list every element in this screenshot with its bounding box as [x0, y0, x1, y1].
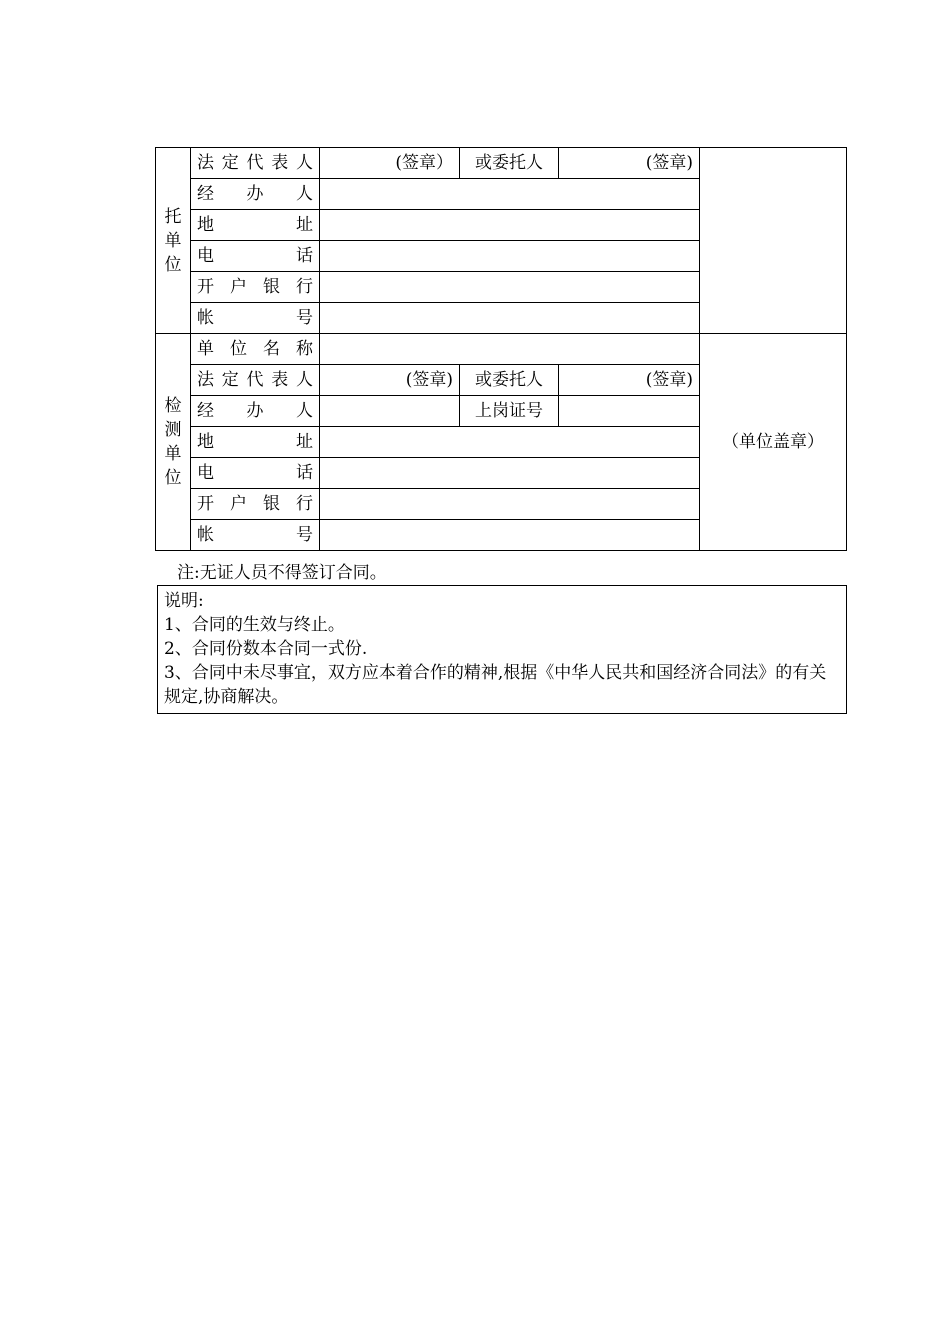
testing-stamp-area[interactable]: （单位盖章） — [700, 334, 847, 551]
testing-name-row — [156, 334, 847, 365]
testing-account-label: 帐号 — [191, 520, 320, 551]
explanation-box — [157, 585, 847, 714]
client-address-label: 地址 — [191, 210, 320, 241]
explanation-item: 1、合同的生效与终止。 — [164, 615, 345, 635]
client-bank-label: 开户银行 — [191, 272, 320, 303]
testing-bank-label: 开户银行 — [191, 489, 320, 520]
testing-handler-field[interactable] — [320, 396, 460, 427]
contract-signature-table — [155, 147, 847, 551]
testing-name-label: 单位名称 — [191, 334, 320, 365]
client-unit-side-label: 托单位 — [156, 148, 191, 334]
testing-phone-field[interactable] — [320, 458, 700, 489]
client-legal-rep-row — [156, 148, 847, 179]
testing-bank-field[interactable] — [320, 489, 700, 520]
testing-legal-rep-label: 法定代表人 — [191, 365, 320, 396]
client-handler-field[interactable] — [320, 179, 700, 210]
client-agent-label: 或委托人 — [460, 148, 559, 179]
testing-unit-side-label: 检测单位 — [156, 334, 191, 551]
testing-legal-rep-seal-field[interactable]: (签章) — [320, 365, 460, 396]
explanation-heading: 说明: — [164, 591, 204, 611]
testing-name-field[interactable] — [320, 334, 700, 365]
client-bank-field[interactable] — [320, 272, 700, 303]
testing-address-label: 地址 — [191, 427, 320, 458]
note-text: 注:无证人员不得签订合同。 — [177, 563, 387, 583]
explanation-item: 3、合同中未尽事宜，双方应本着合作的精神,根据《中华人民共和国经济合同法》的有关规定,协商解决。 — [164, 663, 827, 707]
explanation-item: 2、合同份数本合同一式份. — [164, 639, 368, 659]
client-address-field[interactable] — [320, 210, 700, 241]
testing-address-field[interactable] — [320, 427, 700, 458]
client-legal-rep-seal-field[interactable]: (签章） — [320, 148, 460, 179]
client-account-field[interactable] — [320, 303, 700, 334]
client-phone-field[interactable] — [320, 241, 700, 272]
client-account-label: 帐号 — [191, 303, 320, 334]
client-stamp-area[interactable] — [700, 148, 847, 334]
testing-phone-label: 电话 — [191, 458, 320, 489]
testing-agent-label: 或委托人 — [460, 365, 559, 396]
client-handler-label: 经办人 — [191, 179, 320, 210]
client-legal-rep-label: 法定代表人 — [191, 148, 320, 179]
testing-cert-label: 上岗证号 — [460, 396, 559, 427]
testing-account-field[interactable] — [320, 520, 700, 551]
client-agent-seal-field[interactable]: (签章) — [559, 148, 700, 179]
testing-handler-label: 经办人 — [191, 396, 320, 427]
client-phone-label: 电话 — [191, 241, 320, 272]
testing-agent-seal-field[interactable]: (签章) — [559, 365, 700, 396]
testing-cert-field[interactable] — [559, 396, 700, 427]
